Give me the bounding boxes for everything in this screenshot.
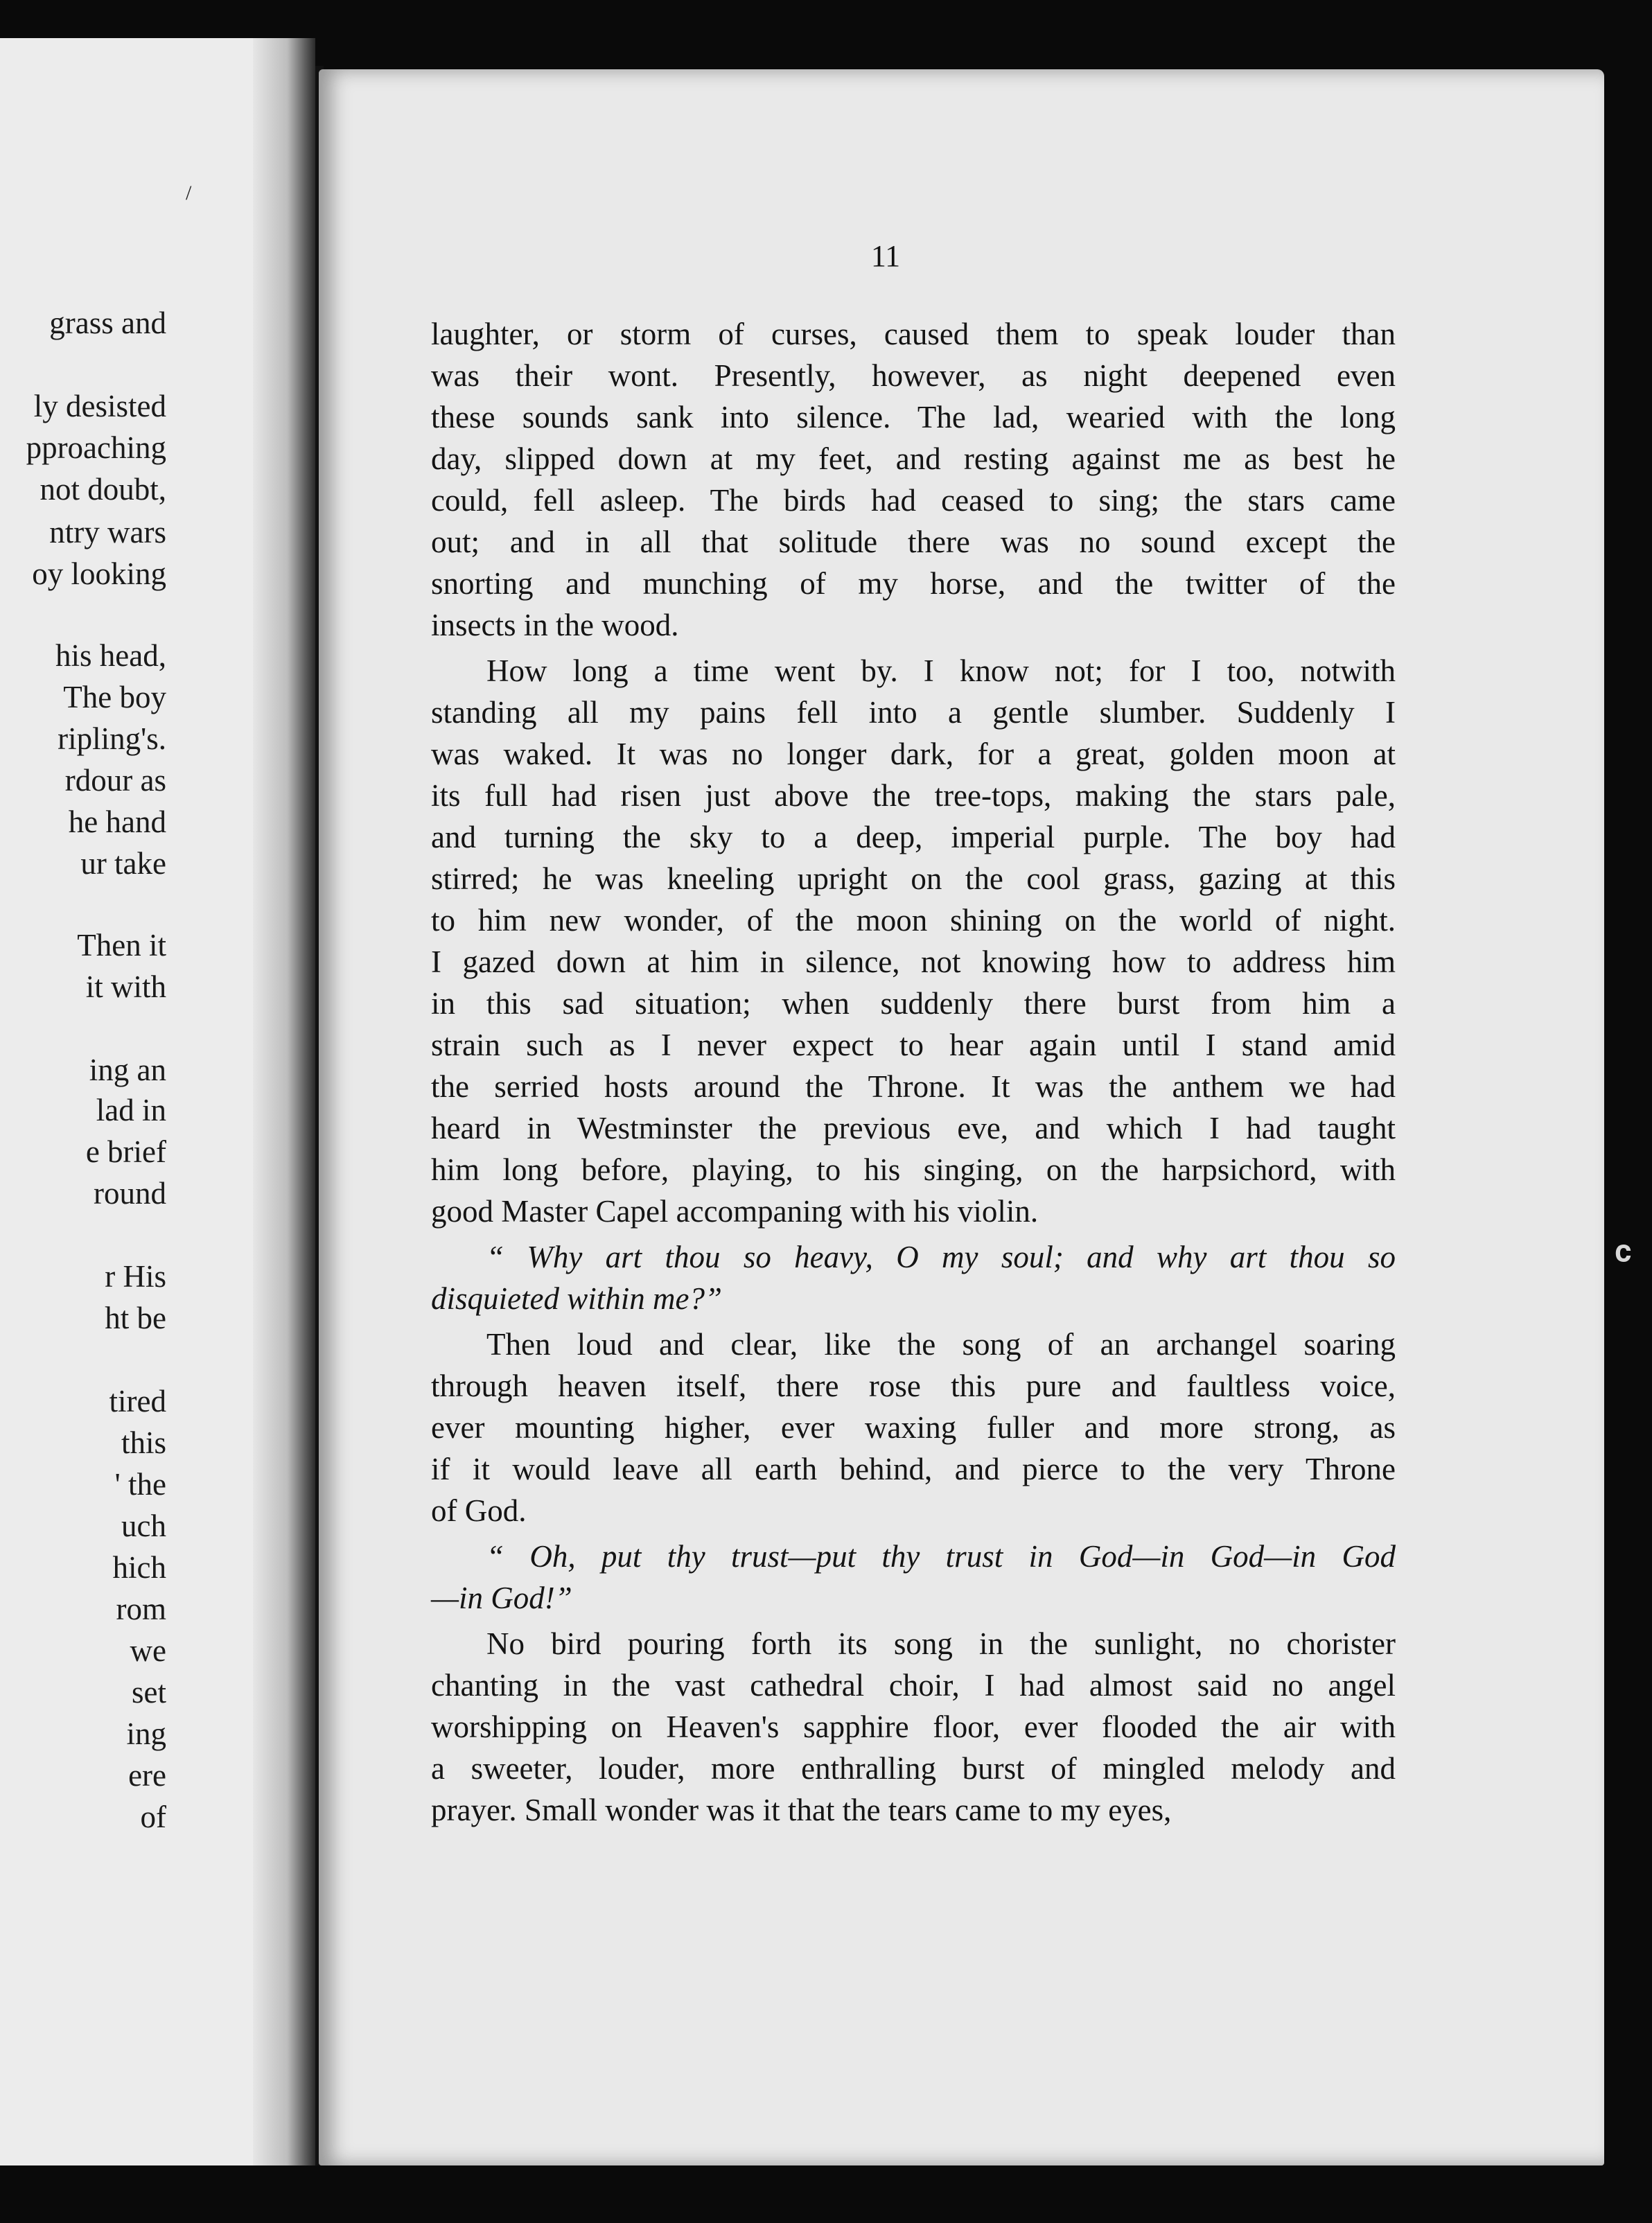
- text-line: out; and in all that solitude there was no sound except the: [431, 525, 1396, 559]
- left-page-fragment: tired: [109, 1384, 166, 1418]
- text-line: How long a time went by. I know not; for I too, notwith: [486, 653, 1396, 688]
- left-page-fragment: ht be: [105, 1301, 166, 1335]
- text-line: disquieted within me?”: [431, 1281, 722, 1316]
- text-line: worshipping on Heaven's sapphire floor, ever flooded the air with: [431, 1710, 1396, 1744]
- text-line: day, slipped down at my feet, and resting against me as best he: [431, 441, 1396, 476]
- text-line: and turning the sky to a deep, imperial purple. The boy had: [431, 820, 1396, 854]
- left-page-fragment: ere: [128, 1758, 166, 1793]
- left-page-fragment: his head,: [55, 638, 166, 673]
- paragraph: [431, 313, 1396, 646]
- left-page-fragment: ' the: [114, 1467, 166, 1502]
- text-line: prayer. Small wonder was it that the tears came to my eyes,: [431, 1793, 1172, 1827]
- text-line: in this sad situation; when suddenly there burst from him a: [431, 986, 1396, 1021]
- text-line: stirred; he was kneeling upright on the cool grass, gazing at this: [431, 861, 1396, 896]
- text-line: Then loud and clear, like the song of an archangel soaring: [486, 1327, 1396, 1362]
- text-line: through heaven itself, there rose this pure and faultless voice,: [431, 1369, 1396, 1403]
- text-line: heard in Westminster the previous eve, and which I had taught: [431, 1111, 1396, 1145]
- text-line: him long before, playing, to his singing, on the harpsichord, with: [431, 1152, 1396, 1187]
- text-line: “ Oh, put thy trust—put thy trust in God—in God—in God: [486, 1539, 1396, 1574]
- left-page-fragment: pproaching: [26, 430, 166, 465]
- text-line: I gazed down at him in silence, not knowing how to address him: [431, 944, 1396, 979]
- text-line: was waked. It was no longer dark, for a great, golden moon at: [431, 737, 1396, 771]
- left-page-fragment: uch: [121, 1509, 166, 1543]
- left-page-fragment: rdour as: [64, 763, 166, 798]
- text-line: could, fell asleep. The birds had ceased to sing; the stars came: [431, 483, 1396, 518]
- left-page-fragment: ing: [126, 1716, 166, 1751]
- left-page-fragment: ntry wars: [49, 515, 166, 550]
- left-page-fragment: Then it: [77, 928, 166, 963]
- text-line: a sweeter, louder, more enthralling burst of mingled melody and: [431, 1751, 1396, 1786]
- paragraph: [431, 1623, 1396, 1831]
- left-page-fragment: ripling's.: [58, 721, 166, 756]
- text-line: insects in the wood.: [431, 608, 679, 642]
- left-page-fragment: of: [140, 1800, 166, 1834]
- left-page-fragment: round: [94, 1176, 166, 1211]
- margin-annotation-mark: 𝐜: [1615, 1234, 1632, 1268]
- margin-tick-mark: /: [186, 182, 192, 204]
- left-page-gutter-shadow: [253, 38, 315, 2165]
- paragraph: [431, 650, 1396, 1232]
- quoted-verse: [431, 1536, 1396, 1619]
- text-line: good Master Capel accompaning with his violin.: [431, 1194, 1039, 1229]
- left-page-fragment: we: [130, 1633, 166, 1668]
- page-number: 11: [870, 239, 901, 273]
- left-page-fragment: r His: [105, 1259, 166, 1294]
- text-line: strain such as I never expect to hear again until I stand amid: [431, 1028, 1396, 1062]
- left-page-fragment: rom: [116, 1592, 166, 1626]
- text-line: laughter, or storm of curses, caused them to speak louder than: [431, 317, 1396, 351]
- text-line: if it would leave all earth behind, and pierce to the very Throne: [431, 1452, 1396, 1486]
- body-text: [431, 313, 1396, 1835]
- left-page-fragment: e brief: [85, 1134, 166, 1169]
- left-page-fragment: oy looking: [32, 556, 166, 591]
- text-line: its full had risen just above the tree-tops, making the stars pale,: [431, 778, 1396, 813]
- text-line: was their wont. Presently, however, as night deepened even: [431, 358, 1396, 393]
- text-line: No bird pouring forth its song in the sunlight, no chorister: [486, 1626, 1396, 1661]
- text-line: these sounds sank into silence. The lad, wearied with the long: [431, 400, 1396, 434]
- text-line: to him new wonder, of the moon shining on the world of night.: [431, 903, 1396, 938]
- text-line: chanting in the vast cathedral choir, I had almost said no angel: [431, 1668, 1396, 1703]
- text-line: ever mounting higher, ever waxing fuller and more strong, as: [431, 1410, 1396, 1445]
- left-page-fragment: he hand: [68, 805, 166, 839]
- left-page-fragment: The boy: [63, 680, 166, 714]
- paragraph: [431, 1324, 1396, 1531]
- text-line: of God.: [431, 1493, 527, 1528]
- left-facing-page: [0, 38, 315, 2165]
- quoted-verse: [431, 1236, 1396, 1319]
- left-page-fragment: set: [132, 1675, 166, 1710]
- left-page-fragment: this: [121, 1425, 166, 1460]
- left-page-fragment: not doubt,: [39, 472, 166, 507]
- text-line: “ Why art thou so heavy, O my soul; and why art thou so: [486, 1240, 1396, 1274]
- text-line: snorting and munching of my horse, and the twitter of the: [431, 566, 1396, 601]
- left-page-fragment: grass and: [49, 306, 166, 340]
- left-page-fragment: hich: [112, 1550, 166, 1585]
- left-page-fragment: it with: [85, 969, 166, 1004]
- text-line: the serried hosts around the Throne. It was the anthem we had: [431, 1069, 1396, 1104]
- text-line: standing all my pains fell into a gentle slumber. Suddenly I: [431, 695, 1396, 730]
- left-page-fragment: ing an: [89, 1053, 166, 1087]
- left-page-fragment: ur take: [80, 846, 166, 881]
- text-line: —in God!”: [431, 1581, 572, 1615]
- left-page-fragment: ly desisted: [33, 389, 166, 423]
- left-page-fragment: lad in: [96, 1093, 166, 1127]
